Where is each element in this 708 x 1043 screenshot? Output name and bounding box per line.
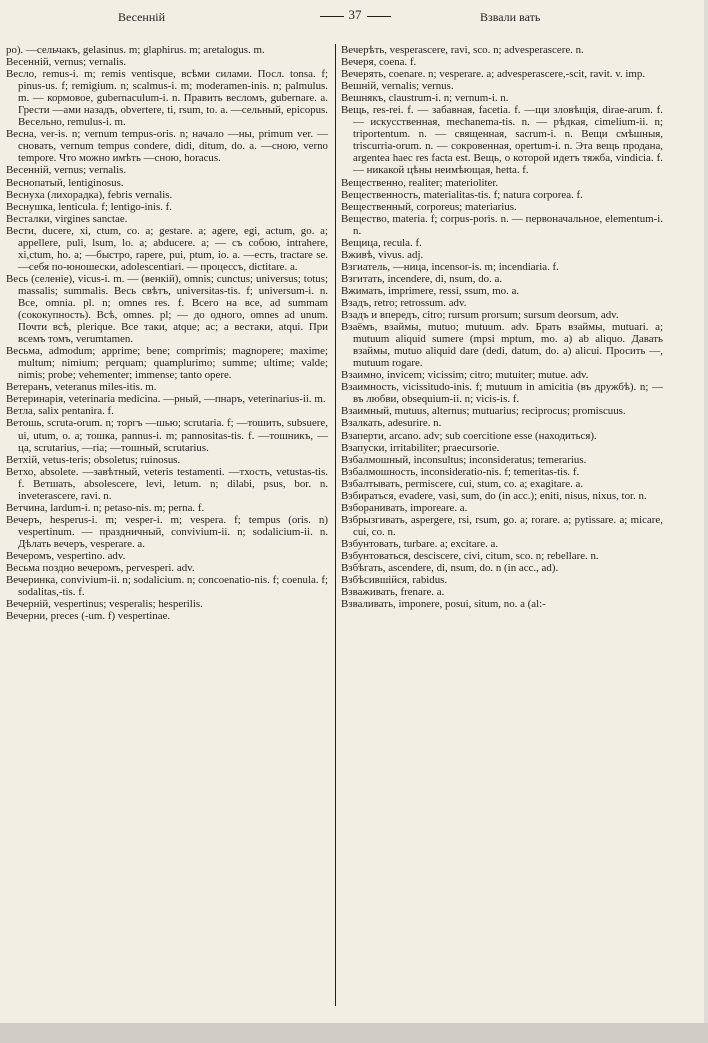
page-number-block (300, 7, 410, 23)
left-column (6, 44, 328, 622)
dictionary-entry: Взалкать, adesurire. n. (341, 417, 442, 430)
dictionary-entry: Ветхій, vetus-teris; obsoletus; ruinosus. (6, 453, 181, 466)
dictionary-entry: Весьма, admodum; apprime; bene; comprimis; magnopere; maxime; multum; nimium; perquam; quamplurimo; summe; ultime; valde; nimis; probe; vehementer; immense; tanto opere. (6, 345, 328, 382)
dictionary-entry: Взбалмошность, inconsideratio-nis. f; temeritas-tis. f. (341, 465, 580, 478)
dictionary-entry: Веснушка, lenticula. f; lentigo-inis. f. (6, 200, 172, 213)
dictionary-entry: Вечеръ, hesperus-i. m; vesper-i. m; vespera. f; tempus (oris. n) vespertinum. — праздничный, convivium-ii. n; sodalicium-ii. n. Дѣлать вечеръ, vesperare. a. (6, 513, 328, 550)
dictionary-entry: Ветошь, scruta-orum. n; торгъ —шью; scrutaria. f; —тошить, subsuere, ui, utum, o. a; тошка, pannus-i. m; pannositas-tis. f. —тошникъ, —ца, scrutarius, —ria; —тошный, scrutarius. (6, 417, 328, 454)
dictionary-entry: Взбѣсившійся, rabidus. (341, 574, 448, 587)
dictionary-entry: Взаимно, invicem; vicissim; citro; mutuiter; mutue. adv. (341, 369, 589, 382)
header-rule-left (320, 16, 344, 17)
dictionary-entry: Взгитать, incendere, di, nsum, do. a. (341, 272, 503, 285)
dictionary-entry: Вечерѣть, vesperascere, ravi, sco. n; advesperascere. n. (341, 44, 584, 56)
dictionary-entry: Весло, remus-i. m; remis ventisque, всѣми силами. Посл. tonsa. f; pinus-us. f; remigium. n; scalmus-i. m; moderamen-inis. n; palmulus. m. — кормовое, gubernaculum-i. n. Править весломъ, gubernare. a. Грести —ами назадъ, obvertere, ti, rsum, to. a. —сельный, epicopus. Весельно, remulus-i. m. (6, 68, 328, 129)
dictionary-entry: Весь (селеніе), vicus-i. m. — (венкій), omnis; cunctus; universus; totus; massalis; summalis. Весь свѣтъ, universitas-tis. f; universum-i. n. Все, omnia. pl. n; omnes res. f. Всего на все, ad summam (сококупность). Всѣ, omnes. pl; — до одного, omnes ad unum. Почти всѣ, plerique. Все таки, atque; ac; а вестаки, atqui. При всемъ томъ, verumtamen. (6, 272, 328, 346)
dictionary-entry: Ветла, salix pentanira. f. (6, 405, 114, 418)
dictionary-entry: Вечеромъ, vespertino. adv. (6, 549, 126, 562)
dictionary-entry: Взбунтоваться, desciscere, civi, citum, sco. n; rebellare. n. (341, 549, 599, 562)
right-column (341, 44, 663, 610)
dictionary-entry: Весьма поздно вечеромъ, pervesperi. adv. (6, 562, 195, 575)
dictionary-entry: Ветеринарія, veterinaria medicina. —рный, —пнаръ, veterinarius-ii. m. (6, 393, 326, 406)
dictionary-entry: Вести, ducere, xi, ctum, co. a; gestare. a; agere, egi, actum, go. a; appellere, puli, lsum, lo. a; abducere. a; — съ собою, intrahere, xi,ctum, ho. a; —быстро, rapere, pui, ptum, io. a. —есть, tractare se. —себя по-юношески, adolescentiari. — процессъ, dictitare. a. (6, 224, 328, 273)
bottom-margin (0, 1023, 708, 1043)
dictionary-entry: Вечерять, coenare. n; vesperare. a; advesperascere,-scit, ravit. v. imp. (341, 68, 646, 81)
dictionary-entry: Взбалтывать, permiscere, cui, stum, co. a; exagitare. a. (341, 477, 584, 490)
dictionary-entry: Ветеранъ, veteranus miles-itis. m. (6, 381, 157, 394)
header-left-word: Весенній (118, 10, 166, 24)
dictionary-entry: Вжимать, imprimere, ressi, ssum, mo. a. (341, 284, 520, 297)
dictionary-entry: Вечеринка, convivium-ii. n; sodalicium. n; concoenatio-nis. f; coenula. f; sodalitas,-tis. f. (6, 574, 328, 599)
dictionary-entry: Вешній, vernalis; vernus. (341, 80, 454, 93)
dictionary-entry: Взбрызгивать, aspergere, rsi, rsum, go. a; rorare. a; pytissare. a; micare, cui, co. n. (341, 513, 663, 538)
dictionary-entry: Вешнякъ, claustrum-i. n; vernum-i. n. (341, 92, 509, 105)
dictionary-entry: Вещественный, corporeus; materiarius. (341, 200, 517, 213)
dictionary-entry: Взапуски, irritabiliter; praecursorie. (341, 441, 500, 454)
dictionary-entry: Взаперти, arcano. adv; sub coercitione esse (находиться). (341, 429, 597, 442)
dictionary-entry: Вещица, recula. f. (341, 236, 422, 249)
dictionary-entry: Взадъ, retro; retrossum. adv. (341, 296, 467, 309)
dictionary-entry: Вживѣ, vivus. adj. (341, 248, 424, 261)
dictionary-entry: Весенній, vernus; vernalis. (6, 56, 127, 69)
dictionary-entry: Веснуха (лихорадка), febris vernalis. (6, 188, 173, 201)
dictionary-entry: Вещественно, realiter; materioliter. (341, 176, 499, 189)
dictionary-entry: Взборанивать, imporeare. a. (341, 501, 468, 514)
dictionary-entry: Взбираться, evadere, vasi, sum, do (in acc.); eniti, nisus, nixus, tor. n. (341, 489, 647, 502)
dictionary-entry: Взваживать, frenare. a. (341, 586, 445, 599)
dictionary-entry: Веснопатый, lentiginosus. (6, 176, 124, 189)
dictionary-entry: Взаимность, vicissitudo-inis. f; mutuum in amicitia (въ дружбѣ). n; — въ любви, obsequium-ii. n; vicis-is. f. (341, 381, 663, 406)
dictionary-entry: Вечеря, coena. f. (341, 56, 417, 69)
dictionary-entry: Взбалмошный, inconsultus; inconsideratus; temerarius. (341, 453, 587, 466)
page-header (20, 6, 680, 28)
header-rule-right (367, 16, 391, 17)
dictionary-entry: Взбѣгать, ascendere, di, nsum, do. n (in acc., ad). (341, 562, 559, 575)
dictionary-entry: Взадъ и впередъ, citro; rursum prorsum; sursum deorsum, adv. (341, 309, 619, 322)
dictionary-entry: Вечерни, preces (-um. f) vespertinae. (6, 610, 171, 623)
dictionary-entry: Взбунтовать, turbare. a; excitare. a. (341, 537, 499, 550)
dictionary-entry: Вещь, res-rei. f. — забавная, facetia. f. —щи зловѣщія, dirae-arum. f. — искусственная, mechanema-tis. n. — рѣдкая, cimelium-ii. n; triportentum. n. — священная, sacrum-i. n. Вещи смѣшныя, triscurria-orum. n. — сокровенная, opertum-i. n. Эта вещь продана, argentea haec res facta est. Вещь, о которой идетъ тяжба, vindicia. f. — никакой цѣны неимѣющая, hetta. f. (341, 104, 663, 177)
page-number: 37 (348, 7, 362, 22)
dictionary-entry: ро). —сельчакъ, gelasinus. m; glaphirus. m; aretalogus. m. (6, 44, 265, 56)
dictionary-entry: Весна, ver-is. n; vernum tempus-oris. n; начало —ны, primum ver. —сновать, vernum tempus condere, didi, ditum, do. a. —сною, verno tempore. Что можно имѣть —сною, horacus. (6, 128, 328, 165)
dictionary-entry: Вещественность, materialitas-tis. f; natura corporea. f. (341, 188, 583, 201)
dictionary-entry: Ветчина, lardum-i. n; petaso-nis. m; perna. f. (6, 501, 205, 514)
dictionary-entry: Взаёмъ, взаймы, mutuo; mutuum. adv. Брать взаймы, mutuari. a; mutuum aliquid sumere (mpsi mptum, mo. a) ab aliquo. Давать взаймы, mutuo aliquid dare (dedi, datum, do. a) alicui. Просить —, mutuum rogare. (341, 321, 663, 370)
dictionary-entry: Взваливать, imponere, posui, situm, no. a (al:- (341, 598, 546, 611)
header-right-word: Взвали вать (480, 10, 541, 24)
dictionary-entry: Вечерній, vespertinus; vesperalis; hesperilis. (6, 598, 203, 611)
dictionary-entry: Взаимный, mutuus, alternus; mutuarius; reciprocus; promiscuus. (341, 405, 626, 418)
dictionary-entry: Ветхо, absolete. —завѣтный, veteris testamenti. —тхость, vetustas-tis. f. Ветшать, absolescere, levi, letum. n; dilabi, psus, bor. n. inveterascere, ravi. n. (6, 465, 328, 502)
column-divider (335, 44, 336, 1006)
dictionary-entry: Взгиатель, —ница, incensor-is. m; incendiaria. f. (341, 260, 559, 273)
dictionary-entry: Весталки, virgines sanctae. (6, 212, 128, 225)
dictionary-entry: Вещество, materia. f; corpus-poris. n. — первоначальное, elementum-i. n. (341, 212, 663, 237)
dictionary-entry: Весенній, vernus; vernalis. (6, 164, 127, 177)
